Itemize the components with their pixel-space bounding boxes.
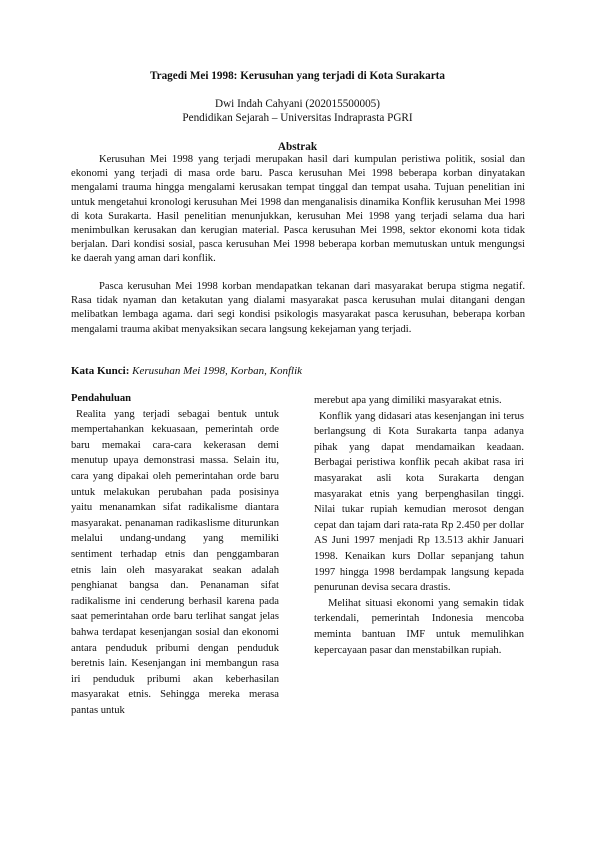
author-name: Dwi Indah Cahyani (202015500005)	[215, 98, 380, 110]
author-affiliation: Pendidikan Sejarah – Universitas Indraprasta PGRI	[182, 112, 413, 124]
intro-paragraph-3: Melihat situasi ekonomi yang semakin tidak terkendali, pemerintah Indonesia mencoba meminta bantuan IMF untuk memulihkan kepercayaan pasar dan menstabilkan rupiah.	[314, 597, 524, 656]
intro-paragraph-1	[71, 407, 279, 719]
paper-title: Tragedi Mei 1998: Kerusuhan yang terjadi di Kota Surakarta	[149, 70, 445, 82]
abstract-paragraph-1: Kerusuhan Mei 1998 yang terjadi merupakan hasil dari kumpulan peristiwa politik, sosial dan ekonomi yang terjadi di masa orde baru. Pasca kerusuhan Mei 1998 beberapa korban dinyatakan mengalami trauma hingga mengalami kerusakan tempat tinggal dan tempat usaha. Tujuan penelitian ini untuk mengetahui kronologi kerusuhan Mei 1998 dan menganalisis dinamika Konflik kerusuhan Mei 1998 di kota Surakarta. Hasil penelitian menunjukkan, kerusuhan Mei 1998 yang terjadi selama dua hari menimbulkan kerusakan dan kerugian material. Pasca kerusuhan Mei 1998, sektor ekonomi kota tidak berjalan. Dari kondisi sosial, pasca kerusuhan Mei 1998 beberapa korban memutuskan untuk mengungsi ke daerah yang aman dari konflik.	[71, 154, 525, 265]
left-column	[71, 391, 279, 718]
intro-paragraph-2: Konflik yang didasari atas kesenjangan ini terus berlangsung di Kota Surakarta tanpa adanya pihak yang dapat mendamaikan keadaan. Berbagai peristiwa konflik pecah akibat rasa iri masyarakat asli kota Surakarta dengan masyarakat etnis yang berpenghasilan tinggi. Nilai tukar rupiah kemudian merosot dengan cepat dan tajam dari rata-rata Rp 2.450 per dollar AS Juni 1997 menjadi Rp 13.513 akhir Januari 1998. Kenaikan kurs Dollar sepanjang tahun 1997 hingga 1998 berdampak langsung kepada penurunan devisa secara drastis.	[314, 410, 524, 594]
abstract-heading: Abstrak	[277, 141, 318, 153]
intro-paragraph-1-part-b: merebut apa yang dimiliki masyarakat etnis.	[314, 395, 502, 406]
keywords-value: Kerusuhan Mei 1998, Korban, Konflik	[132, 365, 303, 377]
intro-paragraph-1-part-a: Realita yang terjadi sebagai bentuk untuk mempertahankan kekuasaan, pemerintah orde baru memakai cara-cara kekerasan demi menutup upaya demonstrasi massa. Selain itu, cara yang dipakai oleh pemerintahan orde baru untuk melakukan perubahan pada posisinya yaitu menanamkan sifat radikalisme diantara masyarakat. penanaman radikaslisme diturunkan melalui undang-undang yang memiliki sentiment terhadap etnis dan penggambaran etnis lain oleh masyarakat seakan adalah penghianat bangsa dan. Penanaman sifat radikalisme ini cenderung berhasil karena pada saat pemerintahan orde baru terlihat sangat jelas bahwa terdapat kesenjangan sosial dan ekonomi antara penduduk pribumi dengan penduduk beretnis lain. Kesenjangan ini membangun rasa iri penduduk pribumi akan keberhasilan masyarakat etnis. Sehingga mereka merasa pantas untuk	[71, 408, 279, 716]
intro-paragraph-1-continued	[314, 393, 524, 409]
keywords-line	[71, 365, 302, 377]
section-heading-pendahuluan: Pendahuluan	[71, 393, 132, 404]
keywords-label: Kata Kunci:	[71, 365, 130, 377]
abstract-paragraph-2: Pasca kerusuhan Mei 1998 korban mendapatkan tekanan dari masyarakat berupa stigma negatif. Rasa tidak nyaman dan ketakutan yang dialami masyarakat pasca kerusuhan mulai ditangani dengan melibatkan lembaga agama. dari segi kondisi psikologis masyarakat pasca kerusuhan, beberapa korban mengalami trauma akibat menyaksikan secara langsung kekejaman yang terjadi.	[71, 281, 525, 335]
right-column	[314, 393, 524, 658]
